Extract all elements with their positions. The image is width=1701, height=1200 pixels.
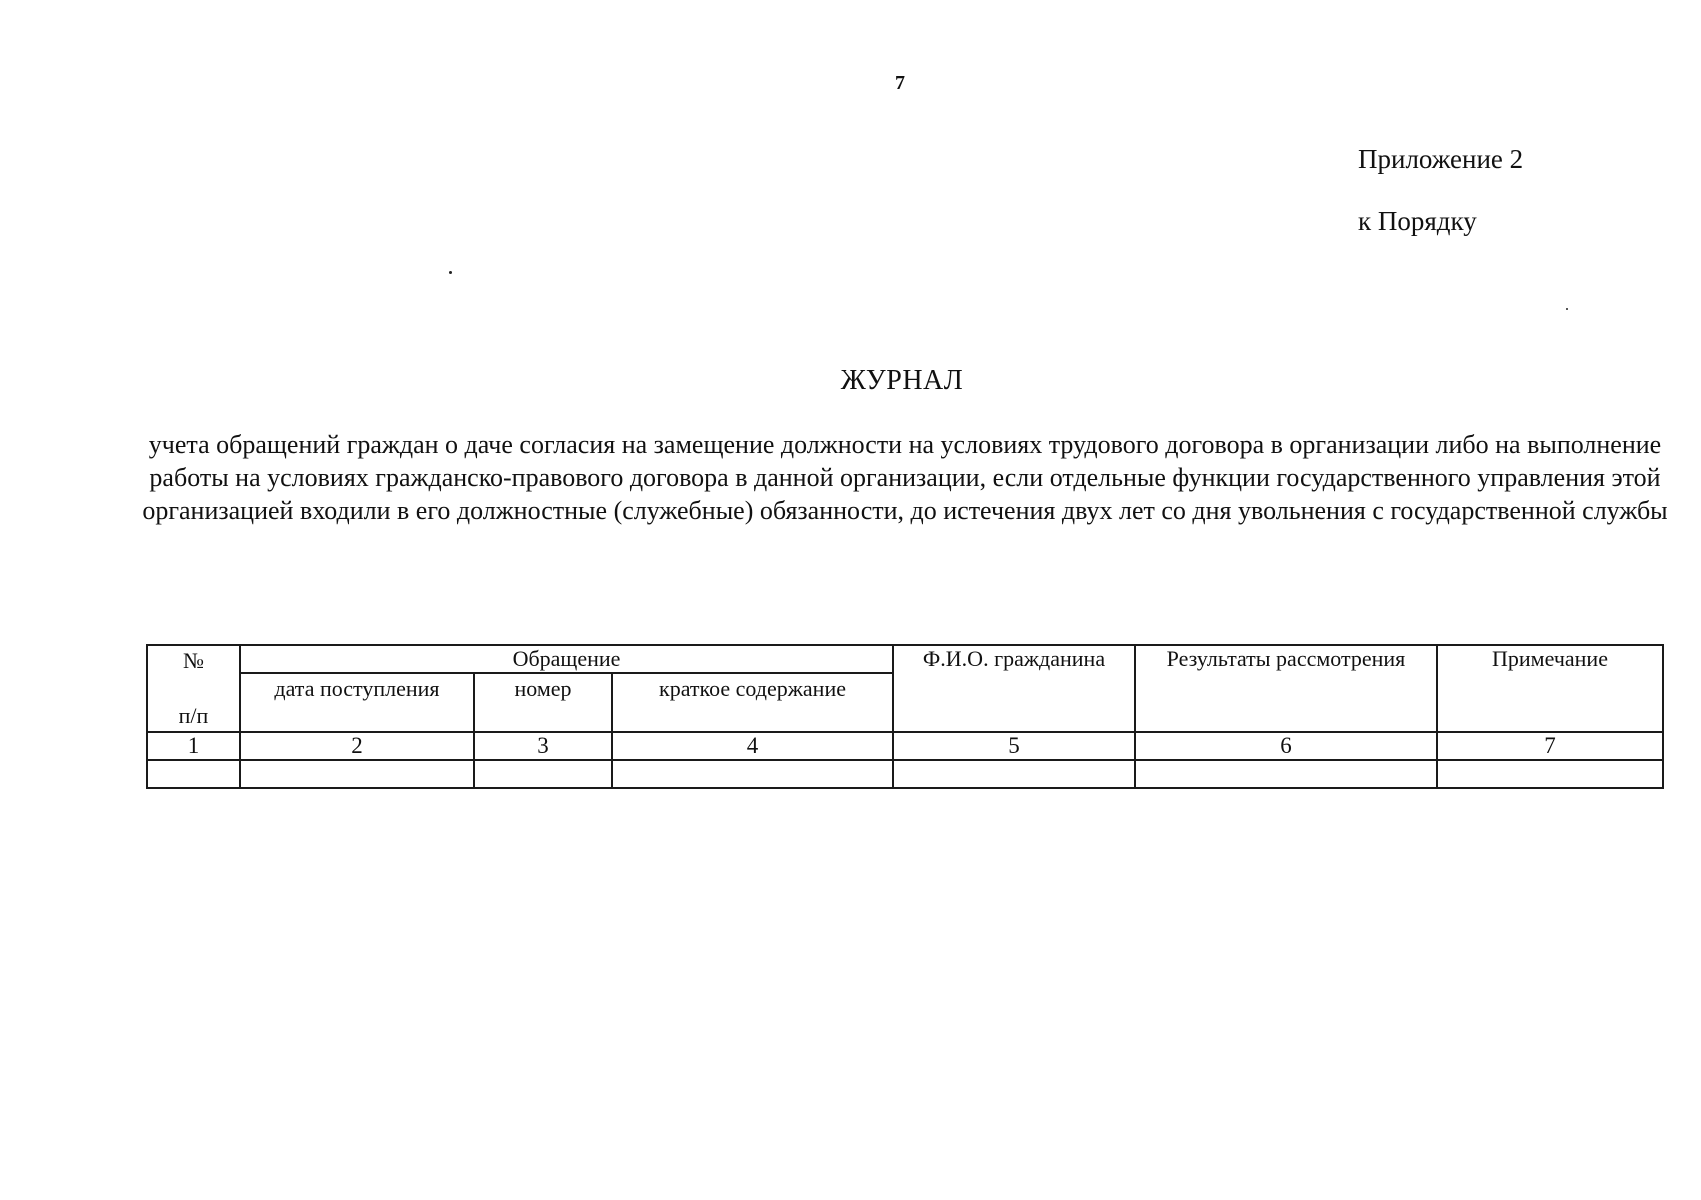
header-number-pp: п/п — [178, 703, 209, 728]
empty-cell — [1135, 760, 1437, 788]
empty-cell — [1437, 760, 1663, 788]
scan-speck — [1566, 308, 1568, 310]
header-number-cell — [147, 645, 240, 732]
header-citizen-name: Ф.И.О. гражданина — [893, 645, 1135, 732]
appendix-reference — [1358, 128, 1523, 252]
empty-cell — [893, 760, 1135, 788]
header-date-received: дата поступления — [240, 673, 474, 732]
header-results: Результаты рассмотрения — [1135, 645, 1437, 732]
column-number: 5 — [893, 732, 1135, 760]
column-number: 6 — [1135, 732, 1437, 760]
header-summary: краткое содержание — [612, 673, 893, 732]
column-number-row — [147, 732, 1663, 760]
empty-cell — [612, 760, 893, 788]
page-number: 7 — [895, 72, 905, 94]
empty-cell — [240, 760, 474, 788]
empty-cell — [474, 760, 612, 788]
header-appeal-number: номер — [474, 673, 612, 732]
column-number: 4 — [612, 732, 893, 760]
column-number: 3 — [474, 732, 612, 760]
journal-table — [146, 644, 1664, 789]
appendix-line-2: к Порядку — [1358, 206, 1477, 236]
empty-table-row — [147, 760, 1663, 788]
empty-cell — [147, 760, 240, 788]
table-header-row — [147, 645, 1663, 673]
column-number: 1 — [147, 732, 240, 760]
header-number-sign: № — [183, 648, 204, 673]
document-title: ЖУРНАЛ — [840, 365, 964, 396]
column-number: 2 — [240, 732, 474, 760]
header-appeal-group: Обращение — [240, 645, 893, 673]
document-subtitle: учета обращений граждан о даче согласия на замещение должности на условиях трудового договора в организации либо на выполнение работы на условиях гражданско-правового договора в данной организации, если отдельные функции государственного управления этой организацией входили в его должностные (служебные) обязанности, до истечения двух лет со дня увольнения с государственной службы — [142, 430, 1668, 525]
column-number: 7 — [1437, 732, 1663, 760]
header-note: Примечание — [1437, 645, 1663, 732]
appendix-line-1: Приложение 2 — [1358, 144, 1524, 174]
scan-speck — [449, 271, 452, 274]
